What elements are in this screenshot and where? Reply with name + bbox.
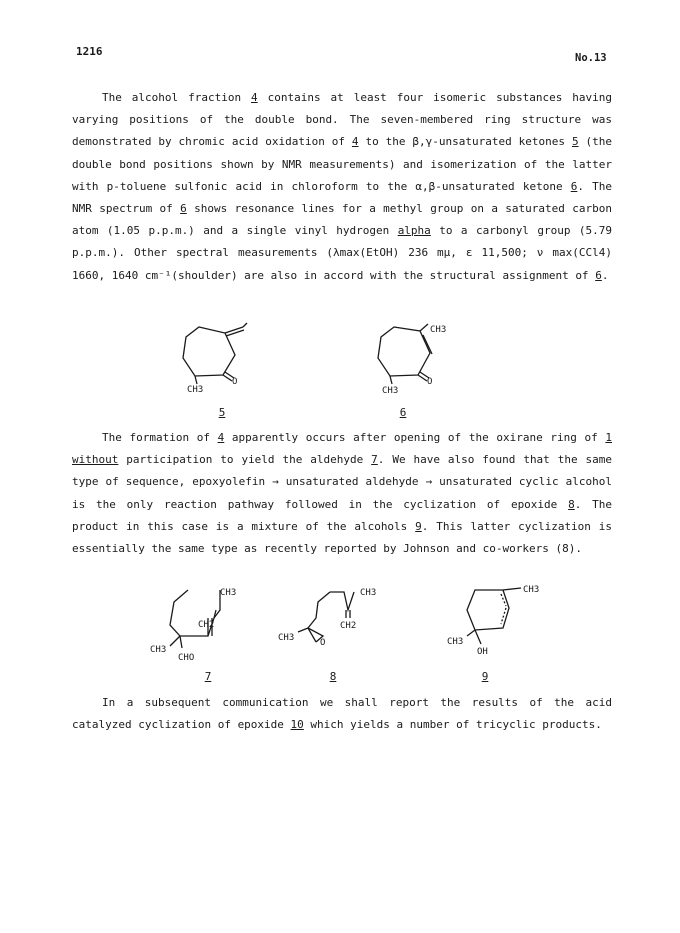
methyl-label: CH3 <box>187 385 204 395</box>
alpha-term: alpha <box>397 224 431 238</box>
methylene-label: CH2 <box>340 621 357 631</box>
ref-compound-1: 1 <box>605 431 612 444</box>
ref-compound-9: 9 <box>415 519 422 533</box>
aldehyde-label: CHO <box>178 653 195 663</box>
compound-label-9: 9 <box>481 670 489 683</box>
ref-compound-6: 6 <box>595 268 602 282</box>
structure-5 <box>165 320 265 400</box>
methyl-label: CH3 <box>150 645 167 655</box>
compound-label-5: 5 <box>218 406 226 419</box>
compound-label-8: 8 <box>329 670 337 683</box>
ref-compound-5: 5 <box>571 135 579 149</box>
ref-compound-4: 4 <box>251 91 258 104</box>
structure-6 <box>360 320 470 400</box>
ref-compound-7: 7 <box>371 453 378 467</box>
issue-number: No.13 <box>575 52 607 64</box>
compound-label-6: 6 <box>399 406 407 419</box>
without-term: without <box>72 453 119 467</box>
ref-compound-6: 6 <box>570 179 578 193</box>
paragraph-3: In a subsequent communication we shall report the results of the acid catalyzed cyclization of epoxide 10 which yields a number of tricyclic products. <box>72 696 612 732</box>
methyl-label: CH3 <box>382 386 399 396</box>
structure-7 <box>150 580 260 665</box>
methyl-label: CH3 <box>278 633 295 643</box>
ref-compound-4: 4 <box>217 431 225 444</box>
page-number: 1216 <box>76 45 103 58</box>
structure-8 <box>278 580 388 665</box>
epoxide-oxygen: O <box>320 638 326 648</box>
hydroxyl-label: OH <box>477 647 488 657</box>
paragraph-2: The formation of 4 apparently occurs after opening of the oxirane ring of 1 without participation to yield the aldehyde 7. We have also found that the same type of sequence, epoxyolefin → unsaturated aldehyde → unsaturated cyclic alcohol is the only reaction pathway followed in the cyclization of epoxide 8. The product in this case is a mixture of the alcohols 9. This latter cyclization is essentially the same type as recently reported by Johnson and co-workers (8). <box>72 431 612 556</box>
ref-compound-10: 10 <box>290 718 304 732</box>
vinyl-methyl-label: CH3 <box>430 325 447 335</box>
methylene-label: CH2 <box>198 620 215 630</box>
methyl-label: CH3 <box>447 637 464 647</box>
paragraph-1: The alcohol fraction 4 contains at least four isomeric substances having varying positions of the double bond. The seven-membered ring structure was demonstrated by chromic acid oxidation of 4 to the β,γ-unsaturated ketones 5 (the double bond positions shown by NMR measurements) and isomerization of the latter with p-toluene sulfonic acid in chloroform to the α,β-unsaturated ketone 6. The NMR spectrum of 6 shows resonance lines for a methyl group on a saturated carbon atom (1.05 p.p.m.) and a single vinyl hydrogen alpha to a carbonyl group (5.79 p.p.m.). Other spectral measurements (λmax(EtOH) 236 mμ, ε 11,500; ν max(CCl4) 1660, 1640 cm⁻¹(shoulder) are also in accord with the structural assignment of 6. <box>72 91 613 282</box>
ref-compound-6: 6 <box>180 202 187 216</box>
ref-compound-8: 8 <box>568 497 575 511</box>
methyl-label-top: CH3 <box>220 588 237 598</box>
methyl-label-top: CH3 <box>523 585 540 595</box>
carbonyl-oxygen: O <box>427 377 433 387</box>
ref-compound-4: 4 <box>351 135 359 149</box>
structure-9 <box>445 578 555 668</box>
compound-label-7: 7 <box>204 670 212 683</box>
carbonyl-oxygen: O <box>232 377 238 387</box>
methyl-label-top: CH3 <box>360 588 377 598</box>
